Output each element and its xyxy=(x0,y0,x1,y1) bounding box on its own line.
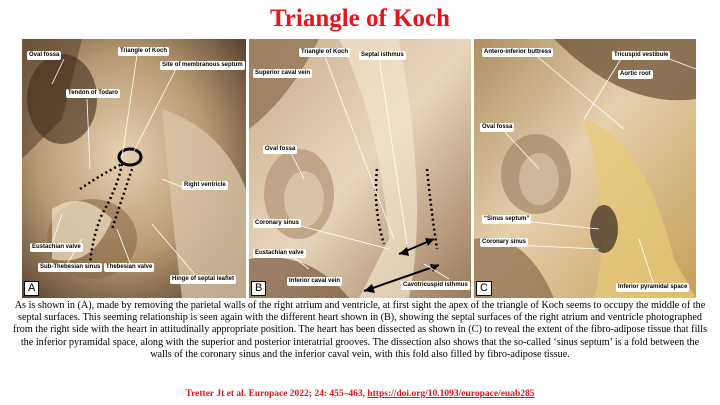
label-site-membranous-septum: Site of membranous septum xyxy=(162,62,243,68)
label-oval-fossa: Oval fossa xyxy=(29,52,60,58)
label-tendon-of-todaro: Tendon of Todaro xyxy=(68,90,119,96)
label-tricuspid-vestibule: Tricuspid vestibule xyxy=(614,52,669,58)
label-cavotricuspid-isthmus: Cavotricuspid isthmus xyxy=(403,282,468,288)
label-triangle-of-koch-b: Triangle of Koch xyxy=(301,49,349,55)
figure-caption: As is shown in (A), made by removing the parietal walls of the right atrium and ventricle, at first sight the apex of the triangle of Koch seems to occupy the middle of the septal surfaces. This seeming relationship is seen again with the different heart shown in (B), showing the septal surfaces of the right atrium and ventricle photographed from the right side with the heart in attitudinally appropriate position. The heart has been dissected as shown in (C) to reveal the extent of the fibro-adipose tissue that fills the inferior pyramidal space, along with the superior and posterior interatrial grooves. The dissection also shows that the so-called ‘sinus septum’ is a fold between the walls of the coronary sinus and the inferior caval vein, with this fold also filled by fibro-adipose tissue. xyxy=(12,300,708,360)
label-eustachian-valve: Eustachian valve xyxy=(32,244,81,250)
label-eustachian-valve-b: Eustachian valve xyxy=(255,250,304,256)
reference-line xyxy=(0,389,720,399)
panel-b-photo xyxy=(249,39,471,298)
panel-letter-c: C xyxy=(476,281,492,296)
label-thebesian-valve: Thebesian valve xyxy=(106,264,153,270)
label-inferior-caval-vein: Inferior caval vein xyxy=(289,278,341,284)
label-antero-inferior-buttress: Antero-inferior buttress xyxy=(484,49,552,55)
label-aortic-root: Aortic root xyxy=(620,71,651,77)
slide-title: Triangle of Koch xyxy=(269,5,451,32)
label-septal-isthmus: Septal isthmus xyxy=(361,52,404,58)
label-sub-thebesian-sinus: Sub-Thebesian sinus xyxy=(40,264,101,270)
doi-link[interactable]: https://doi.org/10.1093/europace/euab285 xyxy=(367,389,535,399)
panel-c-photo xyxy=(474,39,696,298)
label-oval-fossa-b: Oval fossa xyxy=(265,146,296,152)
panel-c-image xyxy=(474,39,696,298)
label-inferior-pyramidal-space: Inferior pyramidal space xyxy=(618,284,688,290)
label-oval-fossa-c: Oval fossa xyxy=(482,124,513,130)
label-sinus-septum: “Sinus septum” xyxy=(484,216,530,222)
label-coronary-sinus-b: Coronary sinus xyxy=(255,220,300,226)
panel-a-image xyxy=(22,39,246,298)
reference-citation: Tretter Jt et al. Europace 2022; 24: 455–463, xyxy=(185,389,368,399)
panel-letter-b: B xyxy=(251,281,266,296)
panel-letter-a: A xyxy=(24,281,39,296)
label-hinge-of-septal-leaflet: Hinge of septal leaflet xyxy=(172,276,235,282)
label-superior-caval-vein: Superior caval vein xyxy=(255,70,311,76)
label-right-ventricle: Right ventricle xyxy=(184,182,226,188)
panel-a-photo xyxy=(22,39,246,298)
label-coronary-sinus-c: Coronary sinus xyxy=(482,239,527,245)
label-triangle-of-koch: Triangle of Koch xyxy=(120,48,168,54)
